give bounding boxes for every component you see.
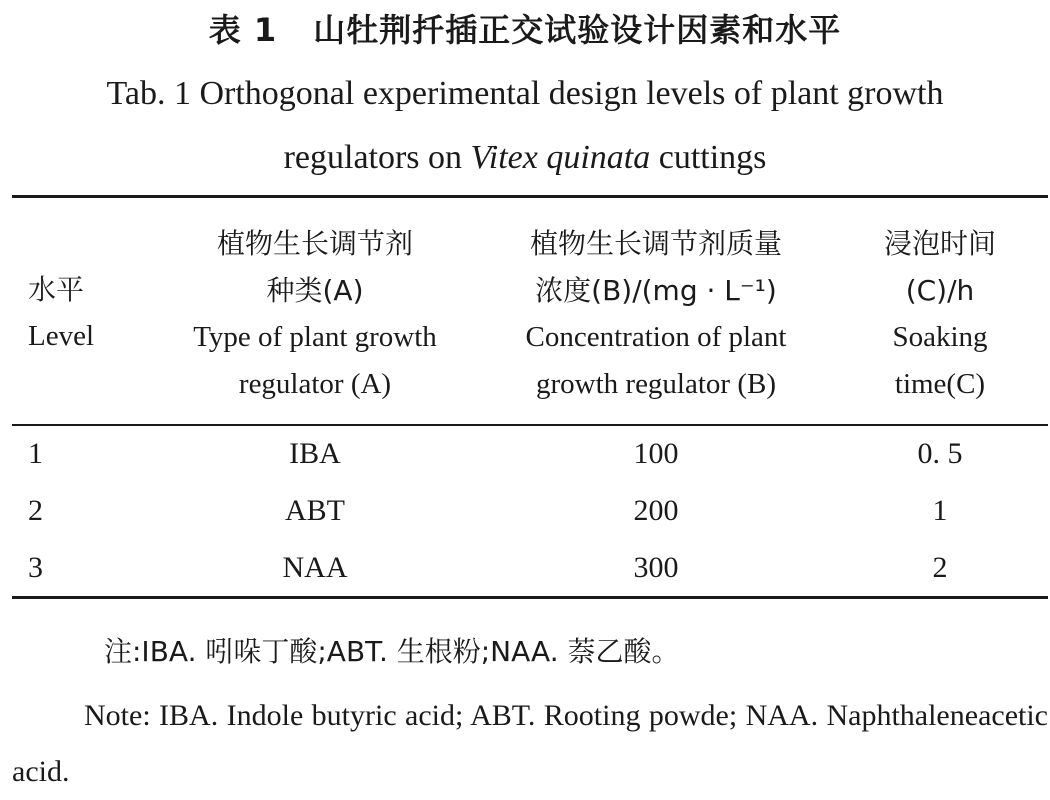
cell-level: 2 — [28, 494, 43, 527]
header-type-en-line1: Type of plant growth — [193, 321, 437, 353]
cell-concentration: 200 — [633, 494, 679, 527]
table-note-en: Note: IBA. Indole butyric acid; ABT. Rooting powde; NAA. Naphthaleneacetic acid. — [12, 699, 1048, 788]
cell-type: ABT — [285, 494, 345, 527]
table-row — [0, 426, 1050, 482]
table-title-cn — [0, 8, 1050, 52]
header-level-en: Level — [28, 320, 95, 352]
header-time-en-line1: Soaking — [892, 321, 988, 353]
title-en-line2-post: cuttings — [650, 139, 767, 176]
header-concentration-en-line2: growth regulator (B) — [536, 368, 776, 400]
header-time-en-line2: time(C) — [894, 368, 986, 400]
cell-concentration: 100 — [633, 437, 679, 470]
header-concentration-cn-line2: 浓度(B)/(mg · L⁻¹) — [535, 274, 777, 307]
table-number-cn: 表 1 — [208, 11, 278, 49]
header-type-cn-line2: 种类(A) — [266, 274, 364, 307]
cell-level: 1 — [28, 437, 43, 470]
table-note-cn: 注:IBA. 吲哚丁酸;ABT. 生根粉;NAA. 萘乙酸。 — [104, 635, 680, 668]
cell-type: NAA — [282, 551, 348, 584]
header-time-cn-line2: (C)/h — [905, 274, 975, 307]
cell-time: 1 — [932, 494, 948, 527]
header-level-cn: 水平 — [28, 273, 85, 306]
table-row — [0, 483, 1050, 539]
table-bottom-rule — [12, 596, 1048, 599]
cell-type: IBA — [289, 437, 341, 470]
title-en-line2-pre: regulators on — [283, 139, 471, 176]
cell-concentration: 300 — [633, 551, 679, 584]
header-concentration — [478, 220, 834, 408]
cell-time: 2 — [932, 551, 948, 584]
table-row — [0, 540, 1050, 596]
table-title-en-line2 — [0, 136, 1050, 180]
title-species-name: Vitex quinata — [470, 139, 651, 176]
header-time — [845, 220, 1035, 408]
cell-time: 0. 5 — [917, 437, 963, 470]
header-concentration-en-line1: Concentration of plant — [525, 321, 787, 353]
header-time-cn-line1: 浸泡时间 — [883, 227, 996, 260]
header-type — [160, 220, 470, 408]
table-title-cn-text: 山牡荆扦插正交试验设计因素和水平 — [313, 11, 842, 49]
header-type-en-line2: regulator (A) — [238, 368, 392, 400]
header-concentration-cn-line1: 植物生长调节剂质量 — [529, 227, 782, 260]
table-top-rule — [12, 195, 1048, 198]
header-level — [28, 266, 138, 360]
header-type-cn-line1: 植物生长调节剂 — [216, 227, 413, 260]
cell-level: 3 — [28, 551, 43, 584]
table-title-en-line1: Tab. 1 Orthogonal experimental design levels of plant growth — [106, 75, 944, 112]
